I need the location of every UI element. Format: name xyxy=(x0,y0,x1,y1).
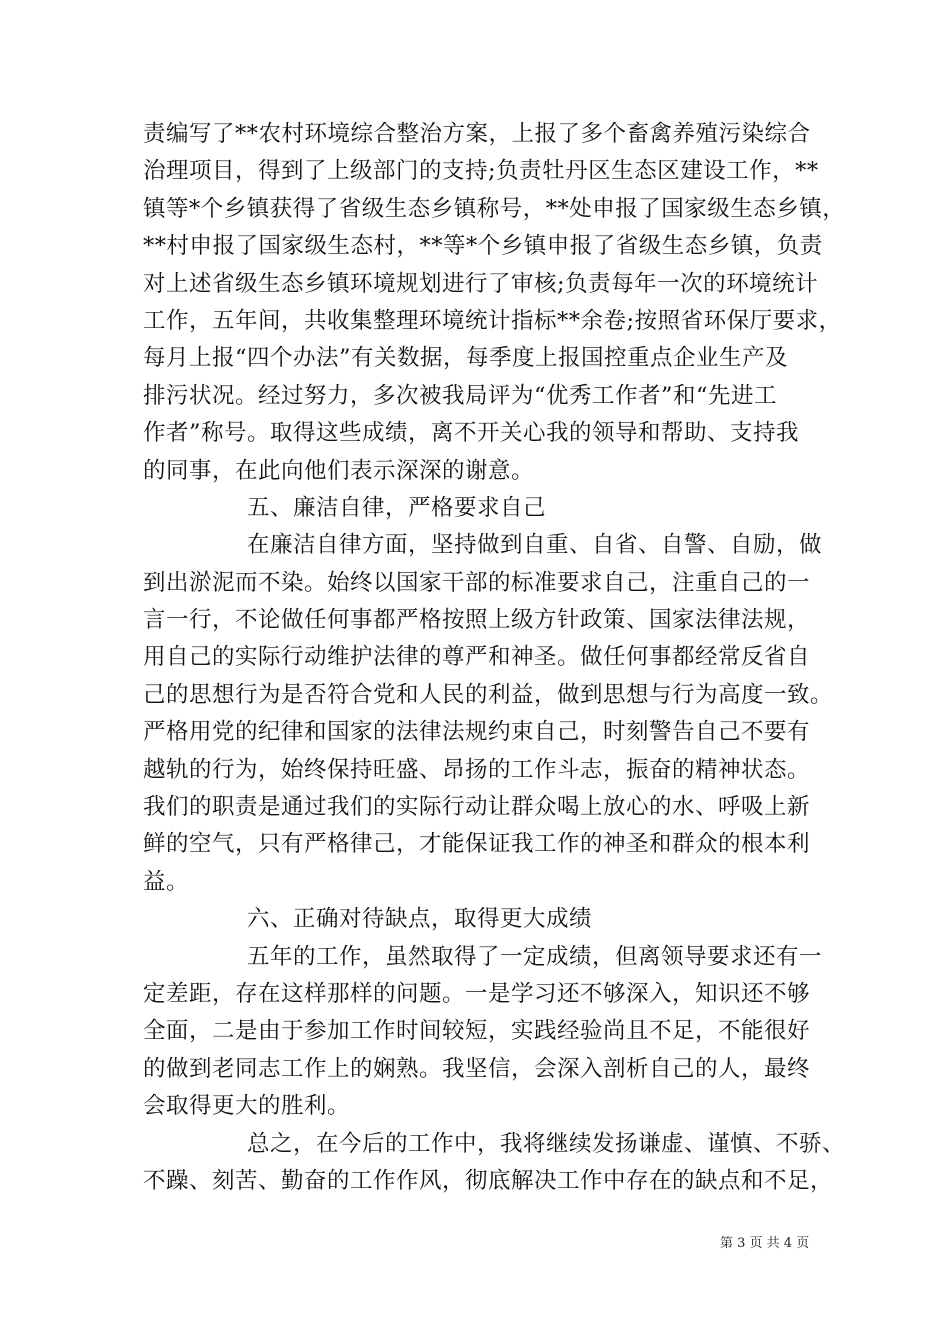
text-line: 全面，二是由于参加工作时间较短，实践经验尚且不足，不能很好 xyxy=(143,1018,811,1045)
text-line: 治理项目，得到了上级部门的支持;负责牡丹区生态区建设工作，** xyxy=(143,158,819,185)
text-line: 五、廉洁自律，严格要求自己 xyxy=(247,494,547,521)
text-line: 镇等*个乡镇获得了省级生态乡镇称号，**处申报了国家级生态乡镇， xyxy=(143,195,846,222)
text-line: 的做到老同志工作上的娴熟。我坚信，会深入剖析自己的人，最终 xyxy=(143,1055,811,1082)
text-line: 越轨的行为，始终保持旺盛、昂扬的工作斗志，振奋的精神状态。 xyxy=(143,756,811,783)
text-line: 用自己的实际行动维护法律的尊严和神圣。做任何事都经常反省自 xyxy=(143,644,811,671)
document-body xyxy=(143,116,846,1200)
text-line: 鲜的空气，只有严格律己，才能保证我工作的神圣和群众的根本利 xyxy=(143,831,811,858)
text-line: 六、正确对待缺点，取得更大成绩 xyxy=(247,906,593,933)
text-line: 对上述省级生态乡镇环境规划进行了审核;负责每年一次的环境统计 xyxy=(143,270,819,297)
text-line: 作者”称号。取得这些成绩，离不开关心我的领导和帮助、支持我 xyxy=(143,420,800,447)
text-line: 益。 xyxy=(143,868,190,895)
text-line: 言一行，不论做任何事都严格按照上级方针政策、国家法律法规， xyxy=(143,607,811,634)
text-line: 责编写了**农村环境综合整治方案，上报了多个畜禽养殖污染综合 xyxy=(143,121,811,147)
text-line: 工作，五年间，共收集整理环境统计指标**余卷;按照省环保厅要求， xyxy=(143,307,842,334)
text-line: 己的思想行为是否符合党和人民的利益，做到思想与行为高度一致。 xyxy=(143,681,834,708)
text-line: 每月上报“四个办法”有关数据，每季度上报国控重点企业生产及 xyxy=(143,345,789,372)
text-line: 总之，在今后的工作中，我将继续发扬谦虚、谨慎、不骄、 xyxy=(247,1130,846,1157)
text-line: 的同事，在此向他们表示深深的谢意。 xyxy=(143,457,535,484)
text-line: 在廉洁自律方面，坚持做到自重、自省、自警、自励，做 xyxy=(247,532,823,559)
text-line: 我们的职责是通过我们的实际行动让群众喝上放心的水、呼吸上新 xyxy=(143,794,811,821)
text-line: 严格用党的纪律和国家的法律法规约束自己，时刻警告自己不要有 xyxy=(143,719,811,746)
text-line: 到出淤泥而不染。始终以国家干部的标准要求自己，注重自己的一 xyxy=(143,569,811,596)
text-line: **村申报了国家级生态村，**等*个乡镇申报了省级生态乡镇，负责 xyxy=(143,233,823,260)
page-number: 第 3 页 共 4 页 xyxy=(720,1236,810,1251)
text-line: 会取得更大的胜利。 xyxy=(143,1093,351,1120)
text-line: 排污状况。经过努力，多次被我局评为“优秀工作者”和“先进工 xyxy=(143,382,778,409)
text-line: 五年的工作，虽然取得了一定成绩，但离领导要求还有一 xyxy=(247,943,823,970)
text-line: 定差距，存在这样那样的问题。一是学习还不够深入，知识还不够 xyxy=(143,980,811,1007)
text-line: 不躁、刻苦、勤奋的工作作风，彻底解决工作中存在的缺点和不足， xyxy=(143,1167,834,1194)
